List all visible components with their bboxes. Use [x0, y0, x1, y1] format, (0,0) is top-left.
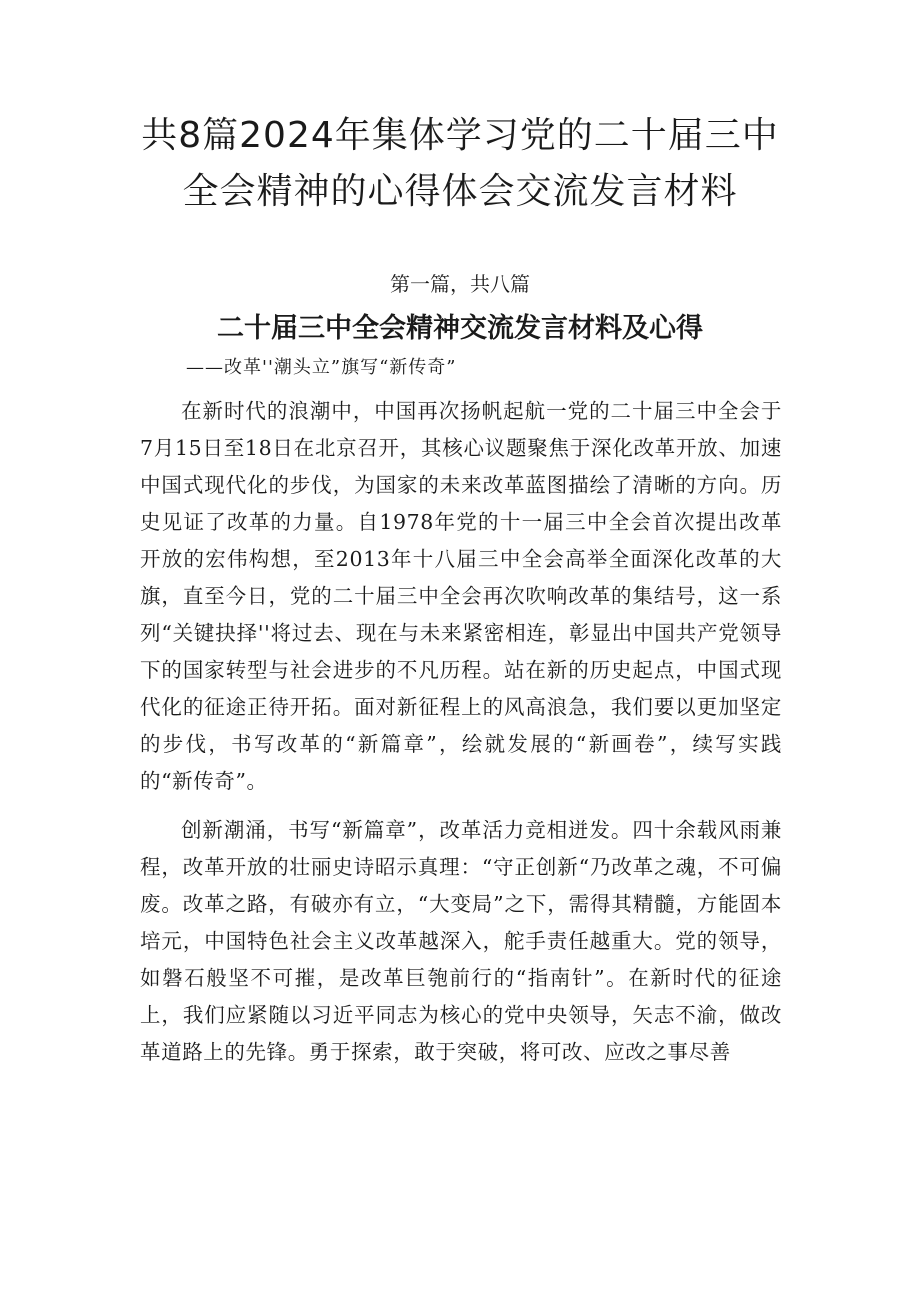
paragraph: 在新时代的浪潮中，中国再次扬帆起航一党的二十届三中全会于7月15日至18日在北京召开，其核心议题聚焦于深化改革开放、加速中国式现代化的步伐，为国家的未来改革蓝图描绘了清晰的方向。历史见证了改革的力量。自1978年党的十一届三中全会首次提出改革开放的宏伟构想，至2013年十八届三中全会高举全面深化改革的大旗，直至今日，党的二十届三中全会再次吹响改革的集结号，这一系列“关键抉择''将过去、现在与未来紧密相连，彰显出中国共产党领导下的国家转型与社会进步的不凡历程。站在新的历史起点，中国式现代化的征途正待开拓。面对新征程上的风高浪急，我们要以更加坚定的步伐，书写改革的“新篇章”，绘就发展的“新画卷”，续写实践的“新传奇”。: [140, 399, 782, 793]
paragraph: 创新潮涌，书写“新篇章”，改革活力竞相迸发。四十余载风雨兼程，改革开放的壮丽史诗昭示真理：“守正创新“乃改革之魂，不可偏废。改革之路，有破亦有立，“大变局”之下，需得其精髓，方能固本培元，中国特色社会主义改革越深入，舵手责任越重大。党的领导，如磐石般坚不可摧，是改革巨匏前行的“指南针”。在新时代的征途上，我们应紧随以习近平同志为核心的党中央领导，矢志不渝，做改革道路上的先锋。勇于探索，敢于突破，将可改、应改之事尽善: [140, 818, 782, 1064]
byline: ——改革''潮头立”旗写“新传奇”: [186, 357, 457, 378]
body-text: [140, 393, 782, 1083]
section-subtitle: 二十届三中全会精神交流发言材料及心得: [217, 313, 703, 344]
section-label: 第一篇，共八篇: [390, 272, 530, 296]
document-title: 共8篇2024年集体学习党的二十届三中全会精神的心得体会交流发言材料: [141, 115, 779, 212]
